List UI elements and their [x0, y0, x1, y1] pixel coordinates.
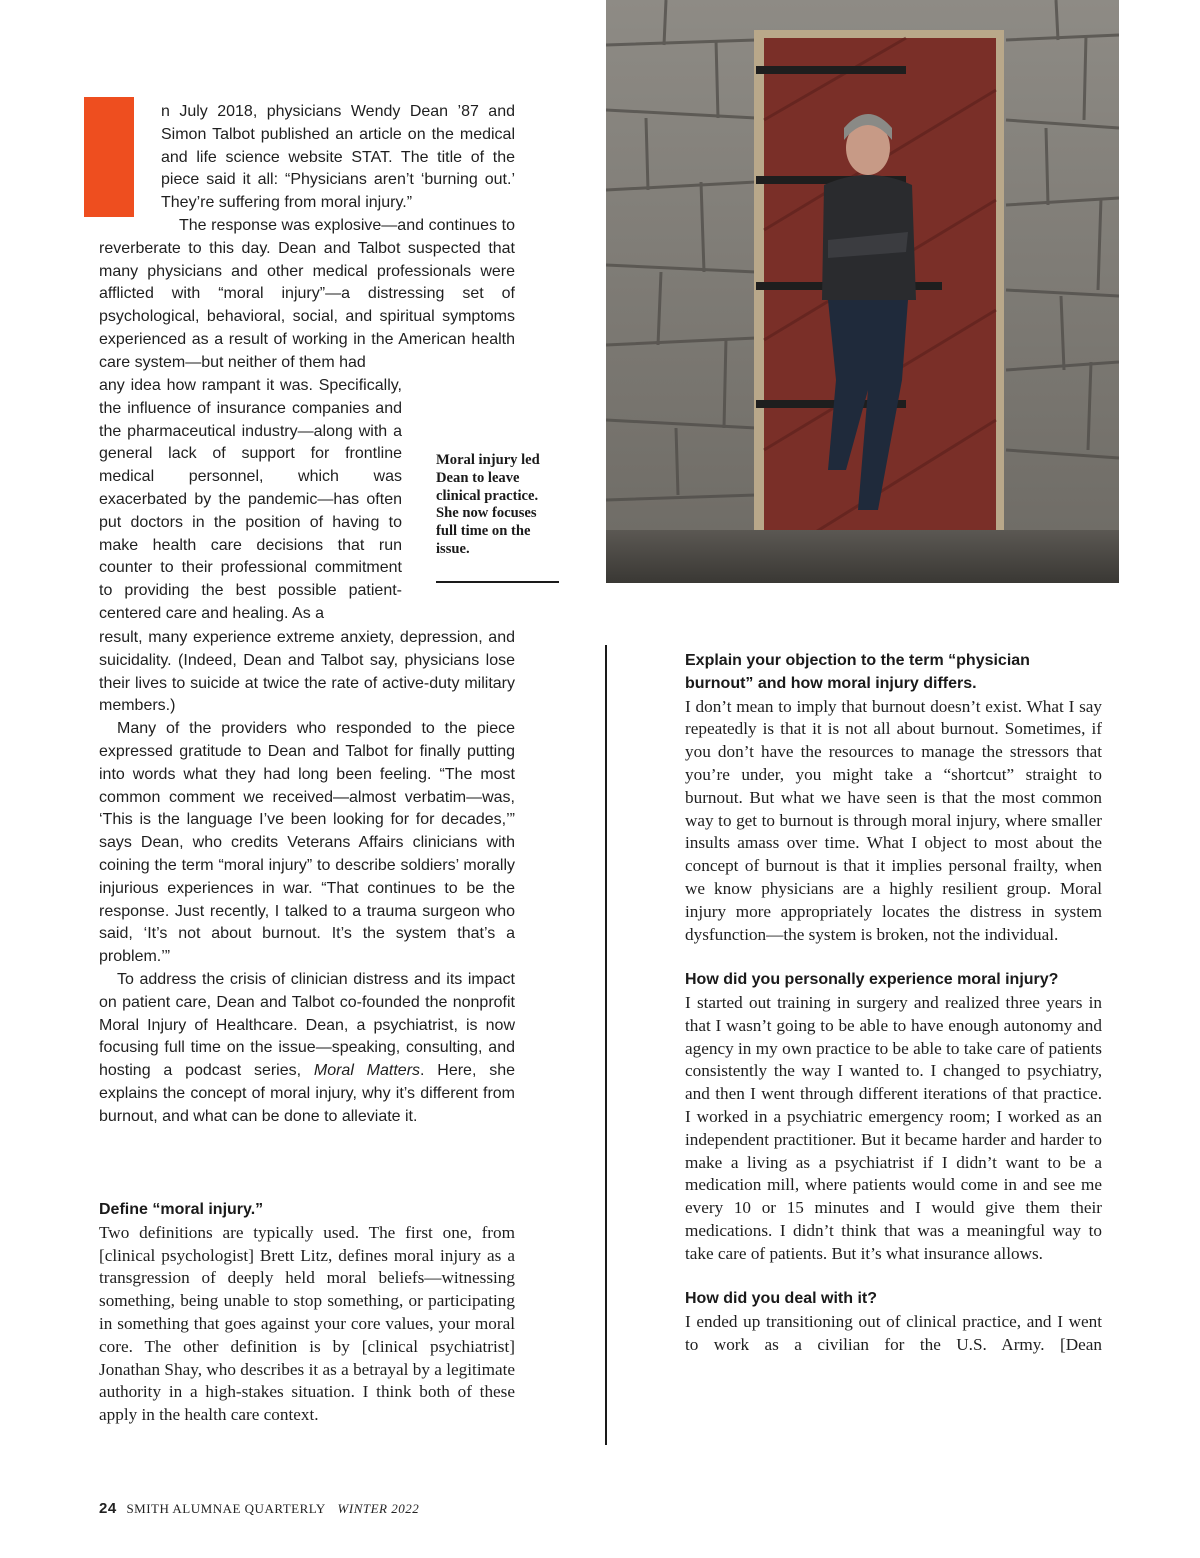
paragraph-response: [99, 215, 515, 375]
page-footer: [99, 1500, 419, 1517]
qa-section-right: [685, 650, 1102, 1357]
photo-caption: Moral injury led Dean to leave clinical practice. She now focuses full time on the issue.: [436, 452, 540, 557]
qa-section-left: [99, 1199, 515, 1427]
floor: [606, 530, 1119, 583]
paragraph-narrow-text: any idea how rampant it was. Specifically, the influence of insurance companies and the pharmaceutical industry—along with a general lack of support for frontline medical personnel, which was exacerbated by the pandemic—has often put doctors in the position of having to make health care decisions that run counter to their professional commitment to providing the best possible patient-centered care and healing. As a: [99, 377, 402, 622]
qa-answer: I don’t mean to imply that burnout doesn’t exist. What I say repeatedly is that it is not all about burnout. Sometimes, if you don’t have the resources to manage the stressors that you’re under, you might take a “shortcut” straight to burnout. But what we have seen is that the most common way to get to burnout is through moral injury, where smaller insults amass over time. What I object to most about the concept of burnout is that it implies personal frailty, when we know physicians are a highly resilient group. Moral injury more appropriately locates the distress in system dysfunction—the system is broken, not the individual.: [685, 696, 1102, 944]
paragraph-result: result, many experience extreme anxiety, depression, and suicidality. (Indeed, Dean and Talbot say, physicians lose their lives to suicide at twice the rate of active-duty military members.): [99, 629, 515, 715]
caption-rule: [436, 581, 559, 583]
paragraph-address-start: To address the crisis of clinician distress and its impact on patient care, Dean and Talbot co-founded the nonprofit Moral Injury of Healthcare. Dean, a psychiatrist, is now focusing full time on the issue—speaking, consulting, and hosting a podcast series,: [99, 970, 515, 1080]
qa-answer: I started out training in surgery and realized three years in that I wasn’t going to be able to have enough autonomy and agency in my own practice to be able to take care of patients consistently the way I wanted to. I changed to psychiatry, and then I went through different iterations of that practice. I worked in a psychiatric emergency room; I worked as an independent practitioner. But it became harder and harder to make a living as a psychiatrist if I didn’t want to be a medication mill, where patients would come in and see me every 10 or 15 minutes and I would give them their medications. I didn’t think that was a meaningful way to take care of patients. But it’s what insurance allows.: [685, 992, 1102, 1263]
paragraph-narrow: [99, 375, 402, 626]
podcast-title: Moral Matters: [313, 1062, 421, 1080]
paragraph-address: [99, 969, 515, 1129]
qa-answer: I ended up transitioning out of clinical practice, and I went to work as a civilian for the U.S. Army. [Dean: [685, 1312, 1102, 1354]
paragraph-providers: Many of the providers who responded to the piece expressed gratitude to Dean and Talbot for finally putting into words what they had long been feeling. “The most common comment we received—almost verbatim—was, ‘This is the language I’ve been looking for for decades,’” says Dean, who credits Veterans Affairs clinicians with coining the term “moral injury” to describe soldiers’ morally injurious experiences in war. “That continues to be the response. Just recently, I talked to a trauma surgeon who said, ‘It’s not about burnout. It’s the system that’s a problem.’”: [99, 720, 515, 966]
drop-cap-block: [84, 97, 134, 217]
intro-text: n July 2018, physicians Wendy Dean ’87 and Simon Talbot published an article on the medical and life science website STAT. The title of the piece said it all: “Physicians aren’t ‘burning out.’ They’re suffering from moral injury.”: [161, 103, 515, 212]
qa-question: How did you personally experience moral injury?: [685, 971, 1059, 989]
qa-question: Explain your objection to the term “physician burnout” and how moral injury differs.: [685, 652, 1030, 692]
intro-paragraph: [161, 101, 515, 215]
publication-name: SMITH ALUMNAE QUARTERLY: [126, 1501, 326, 1516]
qa-question: How did you deal with it?: [685, 1290, 877, 1308]
column-divider: [605, 645, 607, 1445]
body-lower: [99, 627, 515, 1129]
page-number: 24: [99, 1500, 117, 1517]
issue-date: WINTER 2022: [337, 1501, 420, 1516]
qa-question: Define “moral injury.”: [99, 1201, 264, 1218]
paragraph-response-text: The response was explosive—and continues to reverberate to this day. Dean and Talbot suspected that many physicians and other medical professionals were afflicted with “moral injury”—a distressing set of psychological, behavioral, social, and spiritual symptoms experienced as a result of working in the American health care system—but neither of them had: [99, 217, 515, 371]
paragraph-address-end: . Here, she explains the concept of moral injury, why it’s different from burnout, and what can be done to alleviate it.: [99, 1062, 516, 1125]
portrait-photo: [606, 0, 1119, 583]
qa-answer: Two definitions are typically used. The first one, from [clinical psychologist] Brett Litz, defines moral injury as a transgression of deeply held moral beliefs—witnessing something, being unable to stop something, or participating in something that goes against your core values, your moral core. The other definition is by [clinical psychiatrist] Jonathan Shay, who describes it as a betrayal by a legitimate authority in a high-stakes situation. I think both of these apply in the health care context.: [99, 1222, 515, 1425]
